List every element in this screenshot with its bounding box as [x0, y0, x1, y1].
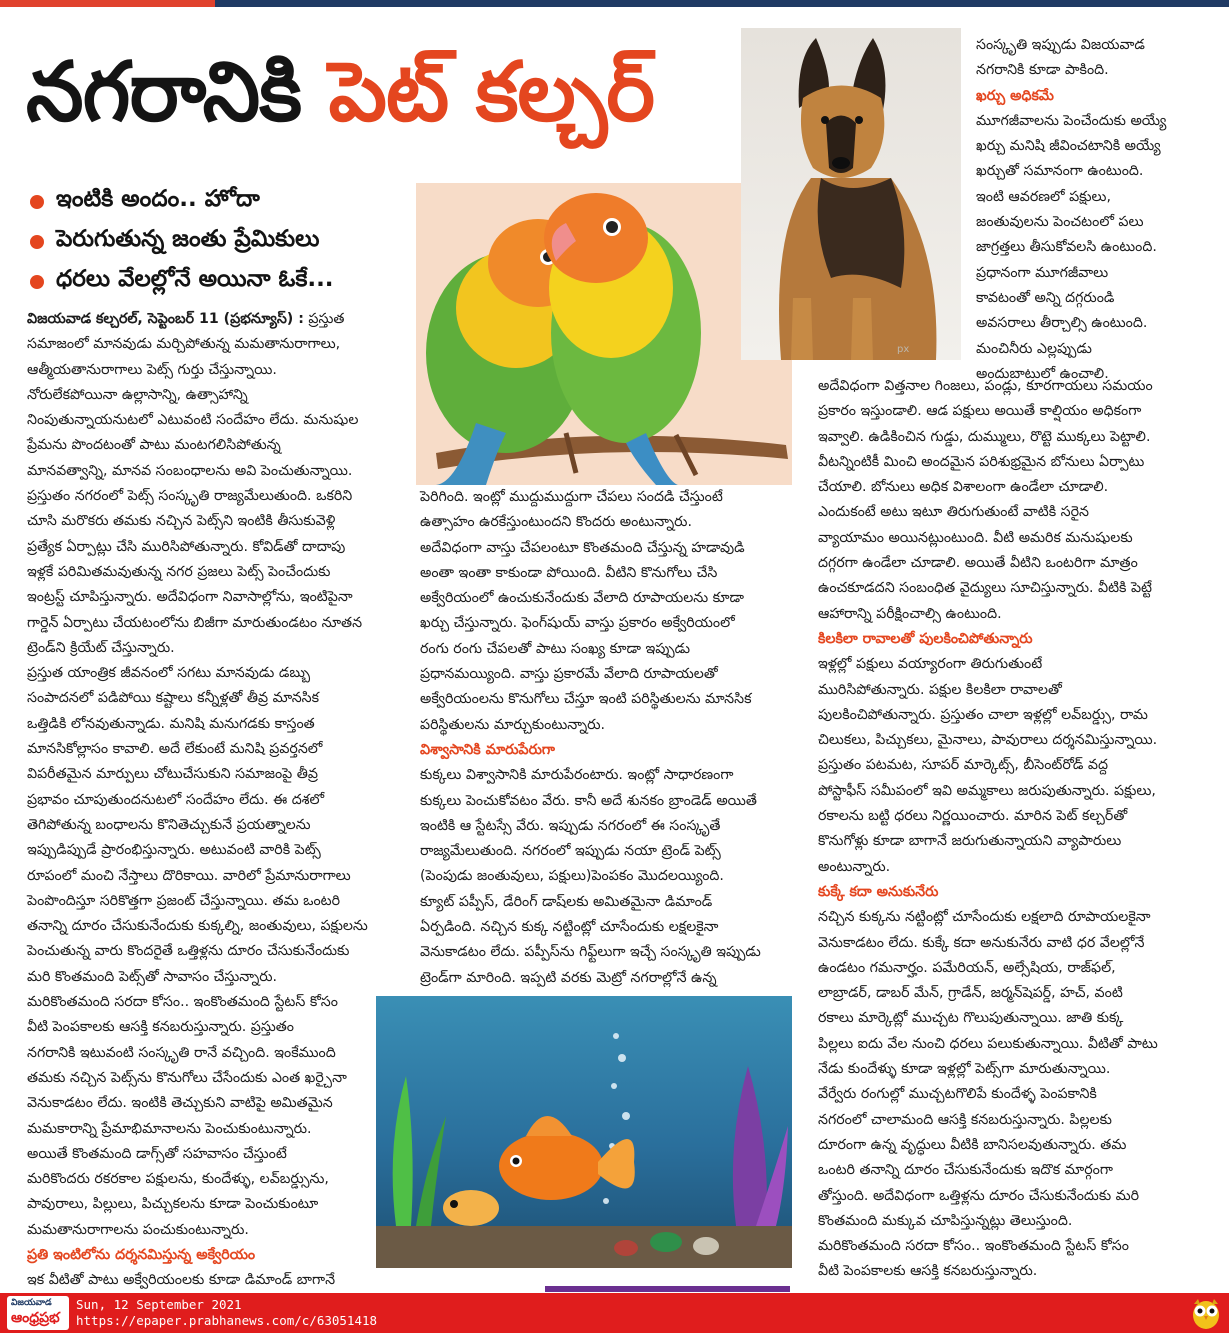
text-line: సమాజంలో మానవుడు మర్చిపోతున్న మమతానురాగాలు, — [27, 336, 341, 353]
text-line: కొంతమంది మక్కువ చూపిస్తున్నట్లు తెలుస్తుంది. — [818, 1212, 1073, 1229]
text-line: మమతానురాగాలను పంచుకుంటున్నారు. — [27, 1221, 249, 1238]
text-line: వ్యాయామం అయినట్లుంటుంది. వీటి అమరిక మనుషులకు — [818, 529, 1133, 546]
text-line: ట్రెండ్‌ని క్రియేట్ చేస్తున్నారు. — [27, 639, 175, 656]
text-line: అదేవిధంగా విత్తనాల గింజలు, పండ్లు, కూరగాయలు సమయం — [818, 378, 1153, 394]
section-subheading: కిలకిలా రావాలతో పులకించిపోతున్నారు — [818, 630, 1033, 647]
text-line: మరికొంతమంది సరదా కోసం.. ఇంకొంతమంది స్టేటస్ కోసం — [818, 1238, 1129, 1255]
text-line: ప్రధానంగా మూగజీవాలు — [976, 264, 1109, 281]
text-line: తమకు నచ్చిన పెట్స్‌ను కొనుగోలు చేసేందుకు ఎంత ఖర్చైనా — [27, 1069, 347, 1086]
text-line: నింపుతున్నాయనుటలో ఎటువంటి సందేహం లేదు. మనుషుల — [27, 412, 359, 429]
text-line: వీటి పెంపకాలకు ఆసక్తి కనబరుస్తున్నారు. ప్రస్తుతం — [27, 1019, 294, 1036]
text-line: రాజ్యమేలుతుంది. నగరంలో ఇప్పుడు నయా ట్రెండ్ పెట్స్ — [420, 843, 721, 860]
text-line: వీటన్నింటికీ మించి అందమైన పరిశుభ్రమైన బోనులు ఏర్పాటు — [818, 453, 1145, 470]
text-line: వెనుకాడటం లేదు. పప్పీస్‌ను గిఫ్ట్‌లుగా ఇచ్చే సంస్కృతి ఇప్పుడు — [420, 944, 761, 961]
text-line: జాగ్రత్తలు తీసుకోవలసి ఉంటుంది. — [976, 239, 1157, 256]
text-line: పావురాలు, పిల్లులు, పిచ్చుకలను కూడా పెంచుకుంటూ — [27, 1196, 319, 1213]
text-line: మూగజీవాలను పెంచేందుకు అయ్యే — [976, 112, 1167, 129]
text-line: నేడు కుందేళ్ళు కూడా ఇళ్లల్లో పెట్స్‌గా మారుతున్నాయి. — [818, 1061, 1111, 1078]
text-line: తెగిపోతున్న బంధాలను కొనితెచ్చుకునే ప్రయత్నాలను — [27, 816, 311, 833]
article-column-3-top — [976, 33, 1194, 382]
text-line: ఉంచకూడదని సంబంధిత వైద్యులు సూచిస్తున్నారు. వీటికి పెట్టే — [818, 580, 1152, 597]
text-line: ప్రస్తుతం నగరంలో పెట్స్ సంస్కృతి రాజ్యమేలుతుంది. ఒకరిని — [27, 488, 353, 505]
text-line: చిలుకలు, పిచ్చుకలు, మైనాలు, పావురాలు దర్శనమిస్తున్నాయి. — [818, 732, 1158, 749]
text-line: పోస్టాఫీస్ సమీపంలో ఇవి అమ్మకాలు జరుపుతున్నారు. పక్షులు, — [818, 782, 1156, 799]
text-line: వీటి పెంపకాలకు ఆసక్తి కనబరుస్తున్నారు. — [818, 1263, 1038, 1280]
text-line: మరి కొంతమంది పెట్స్‌తో సావాసం చేస్తున్నారు. — [27, 968, 278, 985]
text-line: ఇవ్వాలి. ఉడికించిన గుడ్డు, దుమ్ములు, రొట్టె ముక్కలు పెట్టాలి. — [818, 428, 1151, 445]
text-line: మరికొంతమంది సరదా కోసం.. ఇంకొంతమంది స్టేటస్ కోసం — [27, 994, 338, 1011]
text-line: ప్రేమను పొందటంతో పాటు మంటగలిసిపోతున్న — [27, 437, 281, 454]
top-color-bar — [0, 0, 1229, 7]
text-line: మరికొందరు రకరకాల పక్షులను, కుందేళ్ళు, లవ్‌బర్డ్సును, — [27, 1171, 329, 1188]
prabha-logo: విజయవాడ ఆంధ్రప్రభ — [7, 1296, 69, 1330]
text-line: నగరంలో చాలామంది ఆసక్తి కనబరుస్తున్నారు. పిల్లలకు — [818, 1111, 1112, 1128]
text-line: జంతువులను పెంచటంలో పలు — [976, 214, 1144, 231]
text-line: కుక్కలు పెంచుకోవటం వేరు. కానీ అదే శునకం బ్రాండెడ్ అయితే — [420, 792, 757, 809]
svg-text:px: px — [897, 344, 910, 355]
text-line: ఒంటరి తనాన్ని దూరం చేసుకునేందుకు ఇదొక మార్గంగా — [818, 1162, 1113, 1179]
divider-strip — [545, 1286, 790, 1292]
text-line: ప్రభావం చూపుతుందనుటలో సందేహం లేదు. ఈ దశలో — [27, 791, 325, 808]
text-line: ఇళ్లకే పరిమితమవుతున్న నగర ప్రజలు పెట్స్ పెంచేందుకు — [27, 563, 331, 580]
text-line: విపరీతమైన మార్పులు చోటుచేసుకుని సమాజంపై తీవ్ర — [27, 766, 318, 783]
text-line: మానవత్వాన్ని, మానవ సంబంధాలను అవి పెంచుతున్నాయి. — [27, 462, 353, 479]
bullet-item: ఇంటికి అందం.. హోదా — [30, 182, 334, 222]
text-line: నగరానికి కూడా పాకింది. — [976, 62, 1109, 79]
text-line: నచ్చిన కుక్కను నట్టింట్లో చూసేందుకు లక్షలాది రూపాయలకైనా — [818, 909, 1151, 926]
text-line: ఏర్పడింది. నచ్చిన కుక్క నట్టింట్లో చూసేందుకు లక్షలకైనా — [420, 919, 719, 936]
text-line: ఖర్చు మనిషి జీవించటానికి అయ్యే — [976, 138, 1161, 155]
text-line: ప్రస్తుత యాంత్రిక జీవనంలో సగటు మానవుడు డబ్బు — [27, 665, 311, 682]
text-line: పెంపొందిస్తూ సరికొత్తగా ప్రజంట్ చేస్తున్నాయి. తమ ఒంటరి — [27, 892, 341, 909]
article-column-1 — [27, 307, 402, 1289]
text-line: ఇంటికి ఆ స్టేటస్సే వేరు. ఇప్పుడు నగరంలో ఈ సంస్కృతే — [420, 817, 721, 834]
text-line: దగ్గరగా ఉండేలా చూడాలి. అయితే వీటిని ఒంటరిగా మాత్రం — [818, 555, 1138, 572]
text-line: క్యూట్ పప్పీస్, డేరింగ్ డాష్‌లకు అమితమైనా డిమాండ్ — [420, 893, 713, 910]
text-line: ఇంటి ఆవరణలో పక్షులు, — [976, 188, 1111, 205]
text-line: ఎందుకంటే అటు ఇటూ తిరుగుతుంటే వాటికి సరైన — [818, 504, 1089, 521]
headline — [26, 38, 654, 148]
text-line: ఆత్మీయతానురాగాలు పెట్స్ గుర్తు చేస్తున్నాయి. — [27, 361, 277, 378]
text-line: చేయాలి. బోనులు అధిక విశాలంగా ఉండేలా చూడాలి. — [818, 479, 1109, 496]
text-line: సంపాదనలో పడిపోయి కష్టాలు కన్నీళ్లతో తీవ్ర మానసిక — [27, 690, 320, 707]
text-line: పులకించిపోతున్నారు. ప్రస్తుతం చాలా ఇళ్లల్లో లవ్‌బర్డ్సు, రామ — [818, 706, 1148, 723]
text-line: వెనుకాడటం లేదు. ఇంటికి తెచ్చుకుని వాటిపై అమితమైన — [27, 1095, 333, 1112]
section-subheading: కుక్కే కదా అనుకునేరు — [818, 883, 939, 900]
text-line: అంటున్నారు. — [818, 858, 891, 875]
owl-icon — [1190, 1296, 1222, 1330]
text-line: ఇప్పుడిప్పుడే ప్రారంభిస్తున్నారు. అటువంటి వారికి పెట్స్ — [27, 842, 321, 859]
aquarium-goldfish-photo — [376, 996, 792, 1268]
text-line: ఆహారాన్ని పరీక్షించాల్సి ఉంటుంది. — [818, 605, 1002, 622]
headline-part1: నగరానికి — [26, 45, 329, 140]
text-line: లాబ్రాడర్, డాబర్ మేన్, గ్రాడేన్, జర్మన్‌షెపర్డ్, హచ్, వంటి — [818, 985, 1123, 1002]
section-subheading: ప్రతి ఇంటిలోను దర్శనమిస్తున్న అక్వేరియం — [27, 1246, 256, 1263]
text-line: ప్రస్తుతం పటమట, సూపర్ మార్కెట్స్, బీసెంట్‌రోడ్ వద్ద — [818, 757, 1108, 774]
text-line: రకాలను బట్టి ధరలు నిర్ణయించారు. మారిన పెట్ కల్చర్‌తో — [818, 808, 1128, 825]
text-line: ఇక వీటితో పాటు అక్వేరియంలకు కూడా డిమాండ్ బాగానే — [27, 1272, 336, 1289]
text-line: పిల్లలు ఐదు వేల నుంచి ధరలు పలుకుతున్నాయి. వీటితో పాటు — [818, 1035, 1158, 1052]
text-line: రూపంలో మంచి నేస్తాలు దొరికాయి. వారిలో ప్రేమానురాగాలు — [27, 867, 351, 884]
text-line: నోరులేకపోయినా ఉల్లాసాన్ని, ఉత్సాహాన్ని — [27, 386, 248, 403]
german-shepherd-photo — [741, 28, 961, 360]
text-line: ఉండటం గమనార్హం. పమేరియన్, అల్సేషియ, రాజ్‌ఫల్, — [818, 959, 1116, 976]
text-line: వెనుకాడటం లేదు. కుక్కే కదా అనుకునేరు వాటి ధర వేలల్లోనే — [818, 934, 1145, 951]
text-line: పరిస్థితులను మార్చుకుంటున్నారు. — [420, 716, 606, 733]
text-line: తనాన్ని దూరం చేసుకునేందుకు కుక్కల్ని, జంతువులు, పక్షులను — [27, 918, 368, 935]
lovebirds-photo — [416, 183, 792, 485]
text-line: కావటంతో అన్ని దగ్గరుండి — [976, 289, 1115, 306]
text-line: ఖర్చు చేస్తున్నారు. ఫెంగ్‌షుయ్ వాస్తు ప్రకారం అక్వేరియంలో — [420, 615, 735, 632]
text-line: ట్రెండ్‌గా మారింది. ఇప్పటి వరకు మెట్రో నగరాల్లోనే ఉన్న — [420, 969, 717, 986]
footer-bar — [0, 1293, 1229, 1333]
text-line: ఖర్చుతో సమానంగా ఉంటుంది. — [976, 163, 1144, 180]
text-line: నగరానికి ఇటువంటి సంస్కృతి రానే వచ్చింది. ఇంకేముంది — [27, 1044, 336, 1061]
text-line: ఇళ్లల్లో పక్షులు వయ్యారంగా తిరుగుతుంటే — [818, 656, 1043, 673]
highlight-bullets — [30, 182, 334, 302]
text-line: రంగు రంగు చేపలతో పాటు సంఖ్య కూడా ఇప్పుడు — [420, 640, 691, 657]
text-line: మురిసిపోతున్నారు. పక్షుల కిలకిలా రావాలతో — [818, 681, 1062, 698]
footer-url[interactable]: https://epaper.prabhanews.com/c/63051418 — [76, 1313, 378, 1328]
text-line: మంచినీరు ఎల్లప్పుడు — [976, 340, 1092, 357]
text-line: ఒత్తిడికి లోనవుతున్నాడు. మనిషి మనుగడకు కాస్తంత — [27, 715, 315, 732]
text-line: మానసికోల్లాసం కావాలి. అదే లేకుంటే మనిషి ప్రవర్తనలో — [27, 741, 323, 758]
dateline: విజయవాడ కల్చరల్, సెప్టెంబర్ 11 (ప్రభన్యూస్) : ప్రస్తుత — [27, 311, 345, 327]
article-column-3 — [818, 374, 1194, 1280]
section-subheading: విశ్వాసానికి మారుపేరుగా — [420, 741, 555, 758]
text-line: గార్డెన్ ఏర్పాటు చేయటంలోను బిజీగా మారుతుండటం నూతన — [27, 614, 363, 631]
text-line: అక్వేరియంలో ఉంచుకునేందుకు వేలాది రూపాయలను కూడా — [420, 590, 744, 607]
text-line: ఇంట్రస్ట్ చూపిస్తున్నారు. అదేవిధంగా నివాసాల్లోను, ఇంటిపైనా — [27, 589, 353, 606]
section-subheading: ఖర్చు అధికమే — [976, 87, 1054, 104]
text-line: చూసి మరొకరు తమకు నచ్చిన పెట్స్‌ని ఇంటికి తీసుకువెళ్లి — [27, 513, 336, 530]
headline-part2: పెట్ కల్చర్ — [328, 45, 654, 140]
article-column-2 — [420, 485, 792, 985]
bullet-item: పెరుగుతున్న జంతు ప్రేమికులు — [30, 222, 334, 262]
bullet-item: ధరలు వేలల్లోనే అయినా ఓకే... — [30, 262, 334, 302]
text-line: రకాలు మార్కెట్లో ముచ్చట గొలుపుతున్నాయి. జాతి కుక్క — [818, 1010, 1124, 1027]
text-line: అయితే కొంతమంది డాగ్స్‌తో సహవాసం చేస్తుంటే — [27, 1145, 287, 1162]
text-line: ప్రకారం ఇస్తుండాలి. ఆడ పక్షులు అయితే కాల్షియం అధికంగా — [818, 403, 1142, 420]
text-line: తోస్తుంది. అదేవిధంగా ఒత్తిళ్లను దూరం చేసుకునేందుకు మరి — [818, 1187, 1140, 1204]
text-line: కొనుగోళ్లు కూడా బాగానే జరుగుతున్నాయని వ్యాపారులు — [818, 833, 1122, 850]
text-line: అవసరాలు తీర్చాల్సి ఉంటుంది. — [976, 315, 1148, 332]
footer-date: Sun, 12 September 2021 — [76, 1297, 242, 1312]
text-line: ఉత్సాహం ఉరకేస్తుంటుందని కొందరు అంటున్నారు. — [420, 514, 692, 531]
text-line: వేర్వేరు రంగుల్లో ముచ్చటగొలిపే కుందేళ్ళ పెంపకానికి — [818, 1086, 1097, 1103]
text-line: ప్రత్యేక ఏర్పాట్లు చేసి మురిసిపోతున్నారు. కోవిడ్‌తో దాదాపు — [27, 538, 346, 555]
text-line: అంతా ఇంతా కాకుండా పోయింది. వీటిని కొనుగోలు చేసి — [420, 564, 718, 581]
text-line: పెరిగింది. ఇంట్లో ముద్దుముద్దుగా చేపలు సందడి చేస్తుంటే — [420, 489, 723, 505]
text-line: మమకారాన్ని ప్రేమాభిమానాలను పెంచుకుంటున్నారు. — [27, 1120, 312, 1137]
text-line: దూరంగా ఉన్న వృద్ధులు వీటికి బానిసలవుతున్నారు. తమ — [818, 1136, 1127, 1153]
text-line: పెంచుతున్న వారు కొందరైతే ఒత్తిళ్లను దూరం చేసుకునేందుకు — [27, 943, 350, 960]
text-line: కుక్కలు విశ్వాసానికి మారుపేరంటారు. ఇంట్లో సాధారణంగా — [420, 767, 734, 784]
text-line: సంస్కృతి ఇప్పుడు విజయవాడ — [976, 37, 1145, 53]
text-line: ప్రధానమయ్యింది. వాస్తు ప్రకారమే వేలాది రూపాయలతో — [420, 666, 718, 683]
text-line: అదేవిధంగా వాస్తు చేపలంటూ కొంతమంది చేస్తున్న హడావుడి — [420, 539, 745, 556]
text-line: అందుబాటులో ఉంచాలి. — [976, 365, 1109, 382]
text-line: అక్వేరియంలను కొనుగోలు చేస్తూ ఇంటి పరిస్థితులను మానసిక — [420, 691, 752, 708]
text-line: (పెంపుడు జంతువులు, పక్షులు)పెంపకం మొదలయ్యింది. — [420, 868, 724, 885]
